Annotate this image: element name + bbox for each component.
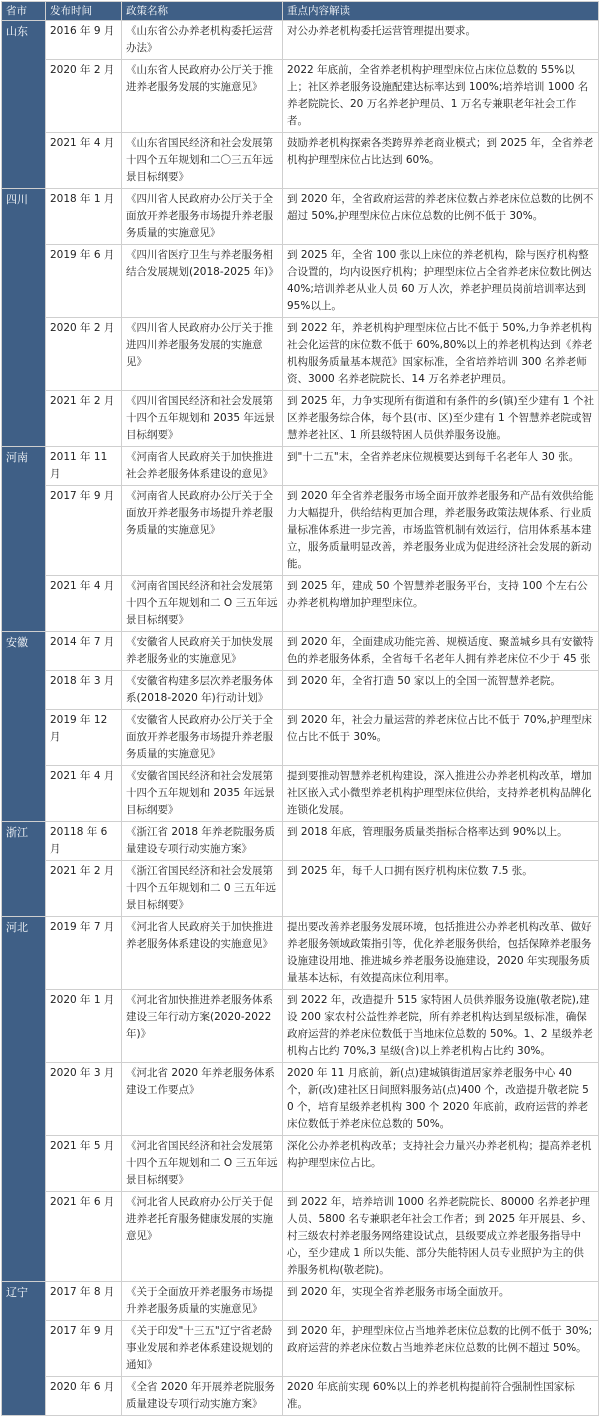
date-cell: 2020 年 1 月 — [46, 990, 122, 1063]
interpretation-cell: 到 2022 年，培养培训 1000 名养老院院长、80000 名养老护理人员、5800 名专兼职老年社会工作者；到 2025 年开展县、乡、村三级农村养老服务网络建设试点，县级要成立养老服务指导中心，至少建成 1 所以失能、部分失能特困人员专业照护为主的供养服务机构(敬老院)。 — [283, 1192, 599, 1282]
date-cell: 2020 年 2 月 — [46, 60, 122, 133]
table-row — [2, 990, 599, 1063]
policy-name-cell: 《安徽省国民经济和社会发展第十四个五年规划和 2035 年远景目标纲要》 — [122, 766, 283, 822]
table-row — [2, 486, 599, 576]
interpretation-cell: 提出要改善养老服务发展环境，包括推进公办养老机构改革、做好养老服务领域政策指引等，优化养老服务供给，包括保障养老服务设施建设用地、推进城乡养老服务设施建设，2020 年实现服务质量基本达标，有效提高床位利用率。 — [283, 917, 599, 990]
table-row — [2, 133, 599, 189]
province-cell: 浙江 — [2, 822, 46, 917]
date-cell: 2019 年 6 月 — [46, 245, 122, 318]
date-cell: 2020 年 3 月 — [46, 1063, 122, 1136]
policy-name-cell: 《河北省国民经济和社会发展第十四个五年规划和二 O 三五年远景目标纲要》 — [122, 1136, 283, 1192]
policy-name-cell: 《全省 2020 年开展养老院服务质量建设专项行动实施方案》 — [122, 1377, 283, 1416]
policy-name-cell: 《关于印发"十三五"辽宁省老龄事业发展和养老体系建设规划的通知》 — [122, 1321, 283, 1377]
interpretation-cell: 到 2025 年，力争实现所有街道和有条件的乡(镇)至少建有 1 个社区养老服务综合体，每个县(市、区)至少建有 1 个智慧养老院或智慧养老社区、1 所县级特困人员供养服务设施。 — [283, 391, 599, 447]
interpretation-cell: 到 2025 年，每千人口拥有医疗机构床位数 7.5 张。 — [283, 861, 599, 917]
table-row — [2, 189, 599, 245]
policy-name-cell: 《河南省国民经济和社会发展第十四个五年规划和二 O 三五年远景目标纲要》 — [122, 576, 283, 632]
header-date: 发布时间 — [46, 2, 122, 21]
date-cell: 2018 年 3 月 — [46, 671, 122, 710]
table-row — [2, 245, 599, 318]
policy-name-cell: 《河南省人民政府办公厅关于全面放开养老服务市场提升养老服务质量的实施意见》 — [122, 486, 283, 576]
province-cell: 山东 — [2, 21, 46, 189]
date-cell: 2021 年 4 月 — [46, 576, 122, 632]
interpretation-cell: 到 2022 年，改造提升 515 家特困人员供养服务设施(敬老院),建设 200 家农村公益性养老院，所有养老机构达到星级标准，确保政府运营的养老床位数低于当地床位总数的 50%。1、2 星级养老机构占比约 70%,3 星级(含)以上养老机构占比约 30%。 — [283, 990, 599, 1063]
date-cell: 2017 年 9 月 — [46, 1321, 122, 1377]
table-row — [2, 576, 599, 632]
province-cell: 辽宁 — [2, 1282, 46, 1416]
date-cell: 2019 年 7 月 — [46, 917, 122, 990]
policy-name-cell: 《安徽省构建多层次养老服务体系(2018-2020 年)行动计划》 — [122, 671, 283, 710]
interpretation-cell: 2020 年 11 月底前，新(点)建城镇街道居家养老服务中心 40 个，新(改)建社区日间照料服务站(点)400 个，改造提升敬老院 50 个，培育星级养老机构 300 个 2020 年底前，政府运营的养老床位数低于养老床位总数的 50%。 — [283, 1063, 599, 1136]
interpretation-cell: 提到要推动智慧养老机构建设，深入推进公办养老机构改革，增加社区嵌入式小微型养老机构护理型床位供给，支持养老机构品牌化连锁化发展。 — [283, 766, 599, 822]
date-cell: 2017 年 8 月 — [46, 1282, 122, 1321]
date-cell: 2016 年 9 月 — [46, 21, 122, 60]
province-cell: 安徽 — [2, 632, 46, 822]
policy-table-wrapper — [1, 1, 599, 1416]
policy-name-cell: 《山东省国民经济和社会发展第十四个五年规划和二〇三五年远景目标纲要》 — [122, 133, 283, 189]
table-row — [2, 1192, 599, 1282]
table-row — [2, 1321, 599, 1377]
policy-name-cell: 《四川省国民经济和社会发展第十四个五年规划和 2035 年远景目标纲要》 — [122, 391, 283, 447]
policy-name-cell: 《浙江省 2018 年养老院服务质量建设专项行动实施方案》 — [122, 822, 283, 861]
policy-name-cell: 《安徽省人民政府办公厅关于全面放开养老服务市场提升养老服务质量的实施意见》 — [122, 710, 283, 766]
interpretation-cell: 到"十二五"末，全省养老床位规模要达到每千名老年人 30 张。 — [283, 447, 599, 486]
interpretation-cell: 到 2020 年，社会力量运营的养老床位占比不低于 70%,护理型床位占比不低于 30%。 — [283, 710, 599, 766]
table-row — [2, 1282, 599, 1321]
table-row — [2, 21, 599, 60]
interpretation-cell: 到 2020 年，护理型床位占当地养老床位总数的比例不低于 30%;政府运营的养老床位数占当地养老床位总数的比例不超过 50%。 — [283, 1321, 599, 1377]
interpretation-cell: 到 2020 年，实现全省养老服务市场全面放开。 — [283, 1282, 599, 1321]
table-row — [2, 671, 599, 710]
date-cell: 2021 年 4 月 — [46, 133, 122, 189]
date-cell: 2019 年 12 月 — [46, 710, 122, 766]
province-cell: 河南 — [2, 447, 46, 632]
table-row — [2, 822, 599, 861]
date-cell: 2021 年 4 月 — [46, 766, 122, 822]
date-cell: 2020 年 2 月 — [46, 318, 122, 391]
table-row — [2, 710, 599, 766]
policy-name-cell: 《山东省公办养老机构委托运营办法》 — [122, 21, 283, 60]
table-row — [2, 447, 599, 486]
policy-table — [1, 1, 599, 1416]
policy-name-cell: 《河北省人民政府办公厅关于促进养老托育服务健康发展的实施意见》 — [122, 1192, 283, 1282]
header-province: 省市 — [2, 2, 46, 21]
interpretation-cell: 2022 年底前，全省养老机构护理型床位占床位总数的 55%以上；社区养老服务设施配建达标率达到 100%;培养培训 1000 名养老院院长、20 万名养老护理员、1 万名专兼职老年社会工作者。 — [283, 60, 599, 133]
table-row — [2, 917, 599, 990]
interpretation-cell: 到 2022 年，养老机构护理型床位占比不低于 50%,力争养老机构社会化运营的床位数不低于 60%,80%以上的养老机构达到《养老机构服务质量基本规范》国家标准，全省培养培训 300 名养老师资、3000 名养老院院长、14 万名养老护理员。 — [283, 318, 599, 391]
table-row — [2, 861, 599, 917]
interpretation-cell: 鼓励养老机构探索各类跨界养老商业模式；到 2025 年，全省养老机构护理型床位占比达到 60%。 — [283, 133, 599, 189]
policy-name-cell: 《浙江省国民经济和社会发展第十四个五年规划和二 0 三五年远景目标纲要》 — [122, 861, 283, 917]
policy-name-cell: 《河北省 2020 年养老服务体系建设工作要点》 — [122, 1063, 283, 1136]
policy-name-cell: 《河北省人民政府关于加快推进养老服务体系建设的实施意见》 — [122, 917, 283, 990]
province-cell: 河北 — [2, 917, 46, 1282]
date-cell: 20118 年 6 月 — [46, 822, 122, 861]
date-cell: 2014 年 7 月 — [46, 632, 122, 671]
interpretation-cell: 到 2018 年底，管理服务质量类指标合格率达到 90%以上。 — [283, 822, 599, 861]
policy-name-cell: 《河南省人民政府关于加快推进社会养老服务体系建设的意见》 — [122, 447, 283, 486]
date-cell: 2018 年 1 月 — [46, 189, 122, 245]
policy-name-cell: 《四川省医疗卫生与养老服务相结合发展规划(2018-2025 年)》 — [122, 245, 283, 318]
table-header — [2, 2, 599, 21]
date-cell: 2021 年 6 月 — [46, 1192, 122, 1282]
interpretation-cell: 深化公办养老机构改革；支持社会力量兴办养老机构；提高养老机构护理型床位占比。 — [283, 1136, 599, 1192]
policy-name-cell: 《安徽省人民政府关于加快发展养老服务业的实施意见》 — [122, 632, 283, 671]
province-cell: 四川 — [2, 189, 46, 447]
table-row — [2, 632, 599, 671]
policy-name-cell: 《河北省加快推进养老服务体系建设三年行动方案(2020-2022 年)》 — [122, 990, 283, 1063]
interpretation-cell: 到 2020 年，全面建成功能完善、规模适度、聚盖城乡具有安徽特色的养老服务体系，全省每千名老年人拥有养老床位不少于 45 张 — [283, 632, 599, 671]
policy-name-cell: 《山东省人民政府办公厅关于推进养老服务发展的实施意见》 — [122, 60, 283, 133]
table-row — [2, 391, 599, 447]
date-cell: 2020 年 6 月 — [46, 1377, 122, 1416]
date-cell: 2021 年 2 月 — [46, 861, 122, 917]
header-interpretation: 重点内容解读 — [283, 2, 599, 21]
interpretation-cell: 到 2020 年，全省打造 50 家以上的全国一流智慧养老院。 — [283, 671, 599, 710]
date-cell: 2021 年 5 月 — [46, 1136, 122, 1192]
table-row — [2, 318, 599, 391]
date-cell: 2021 年 2 月 — [46, 391, 122, 447]
interpretation-cell: 2020 年底前实现 60%以上的养老机构提前符合强制性国家标准。 — [283, 1377, 599, 1416]
policy-name-cell: 《关于全面放开养老服务市场提升养老服务质量的实施意见》 — [122, 1282, 283, 1321]
policy-name-cell: 《四川省人民政府办公厅关于全面放开养老服务市场提升养老服务质量的实施意见》 — [122, 189, 283, 245]
interpretation-cell: 到 2020 年全省养老服务市场全面开放养老服务和产品有效供给能力大幅提升，供给结构更加合理，养老服务政策法规体系、行业质量标准体系进一步完善，市场监管机制有效运行，信用体系基本建立，服务质量明显改善，养老服务业成为促进经济社会发展的新动能。 — [283, 486, 599, 576]
date-cell: 2017 年 9 月 — [46, 486, 122, 576]
table-row — [2, 60, 599, 133]
header-row — [2, 2, 599, 21]
table-body — [2, 21, 599, 1416]
table-row — [2, 766, 599, 822]
date-cell: 2011 年 11 月 — [46, 447, 122, 486]
table-row — [2, 1063, 599, 1136]
interpretation-cell: 到 2025 年，全省 100 张以上床位的养老机构，除与医疗机构整合设置的，均内设医疗机构；护理型床位占全省养老床位数比例达 40%;培训养老从业人员 60 万人次，养老护理员岗前培训率达到 95%以上。 — [283, 245, 599, 318]
table-row — [2, 1136, 599, 1192]
policy-name-cell: 《四川省人民政府办公厅关于推进四川养老服务发展的实施意见》 — [122, 318, 283, 391]
interpretation-cell: 到 2020 年，全省政府运营的养老床位数占养老床位总数的比例不超过 50%,护理型床位占床位总数的比例不低于 30%。 — [283, 189, 599, 245]
header-policy-name: 政策名称 — [122, 2, 283, 21]
interpretation-cell: 到 2025 年，建成 50 个智慧养老服务平台，支持 100 个左右公办养老机构增加护理型床位。 — [283, 576, 599, 632]
table-row — [2, 1377, 599, 1416]
interpretation-cell: 对公办养老机构委托运营管理提出要求。 — [283, 21, 599, 60]
